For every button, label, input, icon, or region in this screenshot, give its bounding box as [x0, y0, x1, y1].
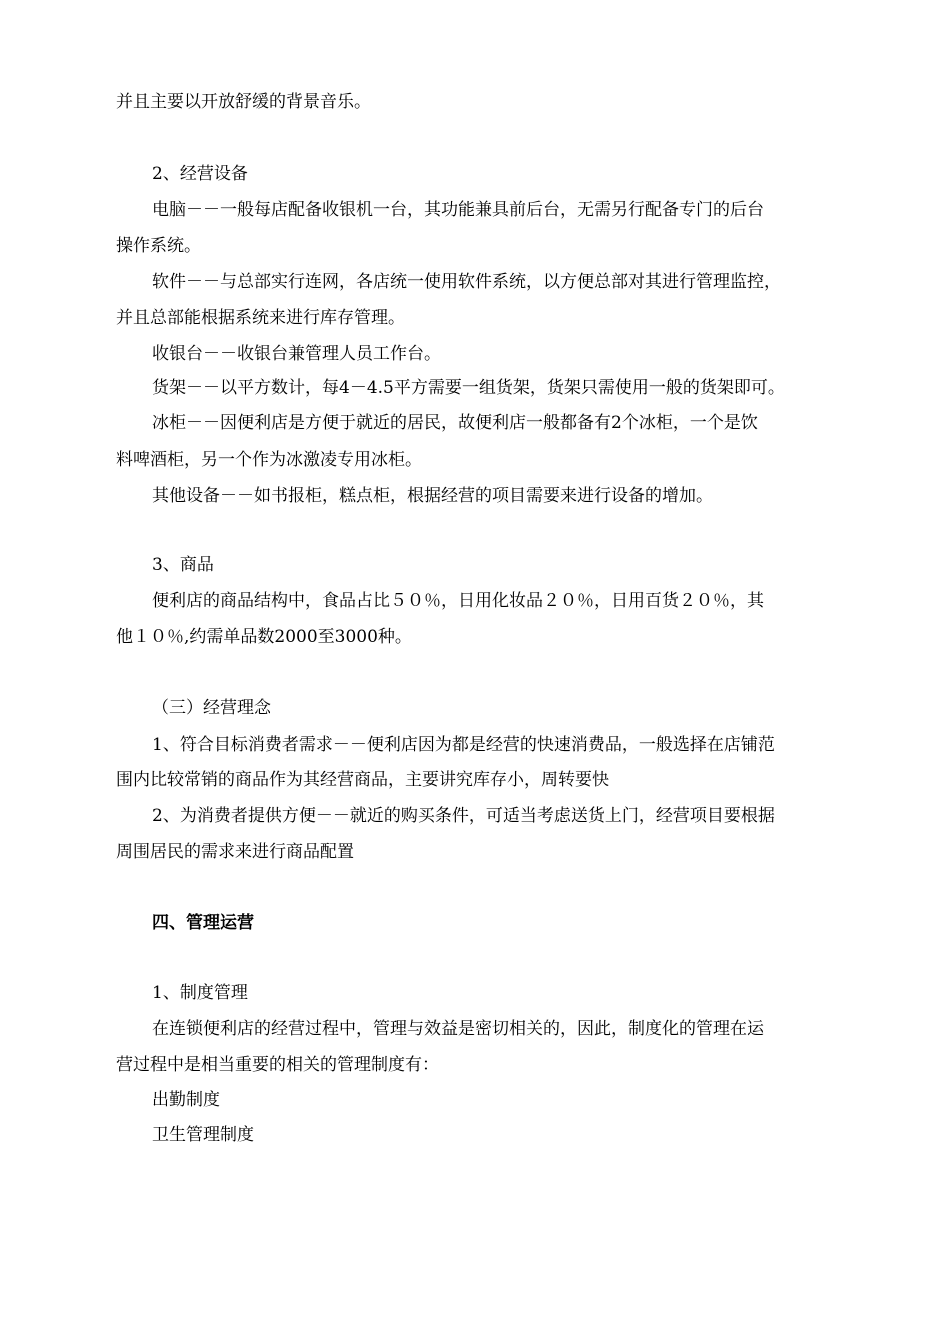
paragraph-line: 并且主要以开放舒缓的背景音乐。	[116, 92, 371, 112]
paragraph-line: 便利店的商品结构中，食品占比５０％，日用化妆品２０％，日用百货２０％，其	[152, 591, 764, 611]
section-heading: 2、经营设备	[152, 164, 248, 184]
paragraph-line: 围内比较常销的商品作为其经营商品，主要讲究库存小，周转要快	[116, 770, 609, 790]
paragraph-line: 收银台－－收银台兼管理人员工作台。	[152, 344, 441, 364]
section-heading: （三）经营理念	[152, 698, 271, 718]
paragraph-line: 货架－－以平方数计，每4－4.5平方需要一组货架，货架只需使用一般的货架即可。	[152, 378, 785, 398]
paragraph-line: 其他设备－－如书报柜，糕点柜，根据经营的项目需要来进行设备的增加。	[152, 486, 713, 506]
paragraph-line: 周围居民的需求来进行商品配置	[116, 842, 354, 862]
paragraph-line: 冰柜－－因便利店是方便于就近的居民，故便利店一般都备有2个冰柜，一个是饮	[152, 413, 758, 433]
paragraph-line: 在连锁便利店的经营过程中，管理与效益是密切相关的，因此，制度化的管理在运	[152, 1019, 764, 1039]
section-heading: 3、商品	[152, 555, 214, 575]
section-heading: 1、制度管理	[152, 983, 248, 1003]
list-item: 卫生管理制度	[152, 1125, 254, 1145]
paragraph-line: 并且总部能根据系统来进行库存管理。	[116, 308, 405, 328]
paragraph-line: 操作系统。	[116, 236, 201, 256]
paragraph-line: 料啤酒柜，另一个作为冰激凌专用冰柜。	[116, 450, 422, 470]
paragraph-line: 营过程中是相当重要的相关的管理制度有：	[116, 1055, 439, 1075]
paragraph-line: 软件－－与总部实行连网，各店统一使用软件系统，以方便总部对其进行管理监控，	[152, 272, 781, 292]
paragraph-line: 电脑－－一般每店配备收银机一台，其功能兼具前后台，无需另行配备专门的后台	[152, 200, 764, 220]
paragraph-line: 2、为消费者提供方便－－就近的购买条件，可适当考虑送货上门，经营项目要根据	[152, 806, 775, 826]
chapter-heading: 四、管理运营	[152, 913, 254, 933]
paragraph-line: 他１０％,约需单品数2000至3000种。	[116, 627, 412, 647]
paragraph-line: 1、符合目标消费者需求－－便利店因为都是经营的快速消费品，一般选择在店铺范	[152, 735, 775, 755]
list-item: 出勤制度	[152, 1090, 220, 1110]
